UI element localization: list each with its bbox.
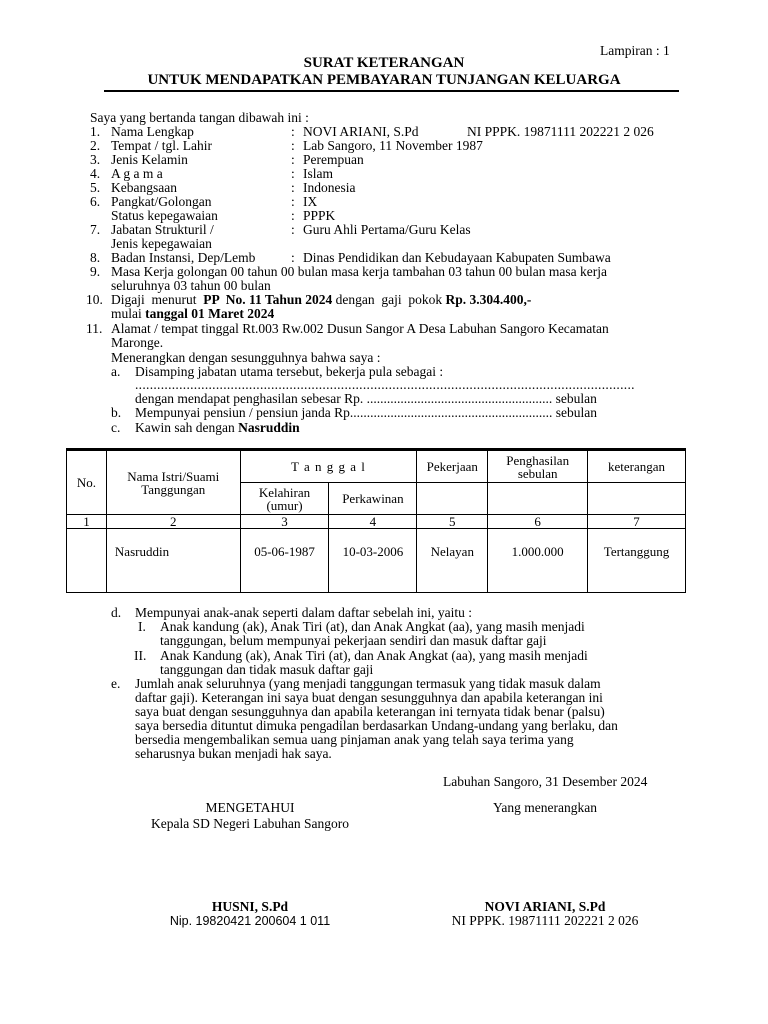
field-value: IX — [303, 194, 318, 209]
sub-d-letter: d. — [111, 605, 122, 620]
roman1-number: I. — [138, 619, 146, 634]
col-num: 3 — [240, 515, 329, 529]
cell-no — [67, 529, 107, 593]
field-value: Lab Sangoro, 11 November 1987 — [303, 138, 483, 153]
field-label: Jabatan Strukturil / — [111, 222, 214, 237]
field-label: Badan Instansi, Dep/Lemb — [111, 250, 256, 265]
cell-perkawinan: 10-03-2006 — [329, 529, 417, 593]
field-number: 6. — [90, 194, 101, 209]
sign-left-id: Nip. 19820421 200604 1 011 — [169, 914, 331, 928]
item11-number: 11. — [86, 321, 103, 336]
sub-e-line: seharusnya bukan menjadi hak saya. — [135, 746, 332, 761]
sub-b-text: Mempunyai pensiun / pensiun janda Rp............................................................ sebulan — [135, 405, 597, 420]
item10-pre: Digaji menurut — [111, 292, 204, 307]
menerangkan-text: Menerangkan dengan sesungguhnya bahwa saya : — [111, 350, 381, 365]
item10-regulation: PP No. 11 Tahun 2024 — [203, 292, 333, 307]
title-underline — [104, 90, 679, 92]
dependents-table — [66, 450, 686, 593]
field-value: Perempuan — [303, 152, 364, 167]
field-separator: : — [291, 124, 295, 139]
sign-right-title: Yang menerangkan — [493, 800, 597, 815]
sub-e-line: saya bersedia dituntut dimuka pengadilan berdasarkan Undang-undang yang berlaku, dan — [135, 718, 618, 733]
field-extra: NI PPPK. 19871111 202221 2 026 — [467, 124, 654, 139]
column-number-row — [67, 515, 686, 529]
sub-e-line: bersedia mengembalikan semua uang pinjaman anak yang telah saya terima yang — [135, 732, 574, 747]
field-label: Kebangsaan — [111, 180, 177, 195]
table-row — [67, 529, 686, 593]
place-date: Labuhan Sangoro, 31 Desember 2024 — [443, 774, 648, 789]
roman1-line1: Anak kandung (ak), Anak Tiri (at), dan Anak Angkat (aa), yang masih menjadi — [160, 619, 585, 634]
intro-text: Saya yang bertanda tangan dibawah ini : — [90, 110, 309, 125]
field-separator: : — [291, 194, 295, 209]
document-title: SURAT KETERANGAN — [303, 55, 465, 71]
header-nama: Nama Istri/Suami Tanggungan — [106, 451, 240, 515]
item10-number: 10. — [86, 292, 103, 307]
field-label: Nama Lengkap — [111, 124, 194, 139]
sub-e-letter: e. — [111, 676, 121, 691]
item9-number: 9. — [90, 264, 101, 279]
field-separator: : — [291, 250, 295, 265]
field-number: 3. — [90, 152, 101, 167]
item10-mid: dengan gaji pokok — [332, 292, 446, 307]
field-value: Indonesia — [303, 180, 356, 195]
field-separator: : — [291, 166, 295, 181]
col-num: 5 — [417, 515, 488, 529]
roman2-line2: tanggungan dan tidak masuk daftar gaji — [160, 662, 374, 677]
field-label: Pangkat/Golongan — [111, 194, 212, 209]
sub-c-pre: Kawin sah dengan — [135, 420, 239, 435]
field-label: Status kepegawaian — [111, 208, 218, 223]
sub-c-letter: c. — [111, 420, 121, 435]
field-value: Guru Ahli Pertama/Guru Kelas — [303, 222, 471, 237]
item10-amount: Rp. 3.304.400,- — [445, 292, 532, 307]
cell-penghasilan: 1.000.000 — [488, 529, 588, 593]
sub-e-line: Jumlah anak seluruhnya (yang menjadi tanggungan termasuk yang tidak masuk dalam — [135, 676, 601, 691]
field-number: 7. — [90, 222, 101, 237]
field-label: Jenis Kelamin — [111, 152, 188, 167]
col-num: 4 — [329, 515, 417, 529]
cell-keterangan: Tertanggung — [588, 529, 686, 593]
field-separator: : — [291, 152, 295, 167]
sub-e-line: saya buat dengan sesungguhnya dan apabila keterangan ini ternyata tidak benar (palsu) — [135, 704, 605, 719]
field-separator: : — [291, 208, 295, 223]
sign-left-role: Kepala SD Negeri Labuhan Sangoro — [151, 816, 349, 831]
sub-e-line: daftar gaji). Keterangan ini saya buat dengan sesungguhnya dan apabila keterangan ini — [135, 690, 603, 705]
lampiran-label: Lampiran : 1 — [600, 43, 670, 58]
field-separator: : — [291, 180, 295, 195]
field-value: Islam — [303, 166, 333, 181]
sign-right-name: NOVI ARIANI, S.Pd — [484, 899, 606, 914]
sign-right-id: NI PPPK. 19871111 202221 2 026 — [451, 913, 639, 928]
sub-a-dots: ........................................................................................................................................ — [135, 377, 635, 392]
header-penghasilan: Penghasilan sebulan — [488, 451, 588, 483]
field-separator: : — [291, 222, 295, 237]
header-pekerjaan: Pekerjaan — [417, 451, 488, 483]
field-value: PPPK — [303, 208, 336, 223]
item9-text-line1: Masa Kerja golongan 00 tahun 00 bulan masa kerja tambahan 03 tahun 00 bulan masa kerja — [111, 264, 607, 279]
col-num: 7 — [588, 515, 686, 529]
spouse-name: Nasruddin — [238, 420, 300, 435]
field-number: 1. — [90, 124, 101, 139]
sign-left-name: HUSNI, S.Pd — [211, 899, 289, 914]
cell-nama: Nasruddin — [106, 529, 240, 593]
roman2-number: II. — [134, 648, 147, 663]
item10-date-line — [111, 307, 274, 321]
field-value: NOVI ARIANI, S.Pd — [303, 124, 419, 139]
sign-left-title: MENGETAHUI — [205, 800, 295, 815]
document-subtitle: UNTUK MENDAPATKAN PEMBAYARAN TUNJANGAN KELUARGA — [147, 72, 621, 88]
header-perkawinan: Perkawinan — [329, 483, 417, 515]
field-separator: : — [291, 138, 295, 153]
field-number: 5. — [90, 180, 101, 195]
header-empty — [488, 483, 588, 515]
sub-a-letter: a. — [111, 364, 121, 379]
roman1-line2: tanggungan, belum mempunyai pekerjaan sendiri dan masuk daftar gaji — [160, 633, 547, 648]
header-tanggal: T a n g g a l — [240, 451, 417, 483]
col-num: 6 — [488, 515, 588, 529]
field-value: Dinas Pendidikan dan Kebudayaan Kabupaten Sumbawa — [303, 250, 611, 265]
sub-c-text — [135, 421, 300, 435]
field-label: A g a m a — [111, 166, 163, 181]
sub-a-income: dengan mendapat penghasilan sebesar Rp. ....................................................... sebulan — [135, 391, 597, 406]
field-label: Jenis kepegawaian — [111, 236, 212, 251]
header-keterangan: keterangan — [588, 451, 686, 483]
item10-mulai: mulai — [111, 306, 146, 321]
item10-text — [111, 293, 531, 307]
item10-date: tanggal 01 Maret 2024 — [145, 306, 275, 321]
cell-pekerjaan: Nelayan — [417, 529, 488, 593]
field-number: 2. — [90, 138, 101, 153]
field-label: Tempat / tgl. Lahir — [111, 138, 213, 153]
item11-text-line1: Alamat / tempat tinggal Rt.003 Rw.002 Dusun Sangor A Desa Labuhan Sangoro Kecamatan — [111, 321, 609, 336]
item11-text-line2: Maronge. — [111, 335, 164, 350]
cell-kelahiran: 05-06-1987 — [240, 529, 329, 593]
field-number: 4. — [90, 166, 101, 181]
field-number: 8. — [90, 250, 101, 265]
header-empty — [588, 483, 686, 515]
item9-text-line2: seluruhnya 03 tahun 00 bulan — [111, 278, 271, 293]
sub-d-text: Mempunyai anak-anak seperti dalam daftar sebelah ini, yaitu : — [135, 605, 472, 620]
header-empty — [417, 483, 488, 515]
roman2-line1: Anak Kandung (ak), Anak Tiri (at), dan Anak Angkat (aa), yang masih menjadi — [160, 648, 588, 663]
sub-b-letter: b. — [111, 405, 122, 420]
header-kelahiran: Kelahiran (umur) — [240, 483, 329, 515]
col-num: 2 — [106, 515, 240, 529]
col-num: 1 — [67, 515, 107, 529]
header-no: No. — [67, 451, 107, 515]
sub-a-text: Disamping jabatan utama tersebut, bekerja pula sebagai : — [135, 364, 444, 379]
